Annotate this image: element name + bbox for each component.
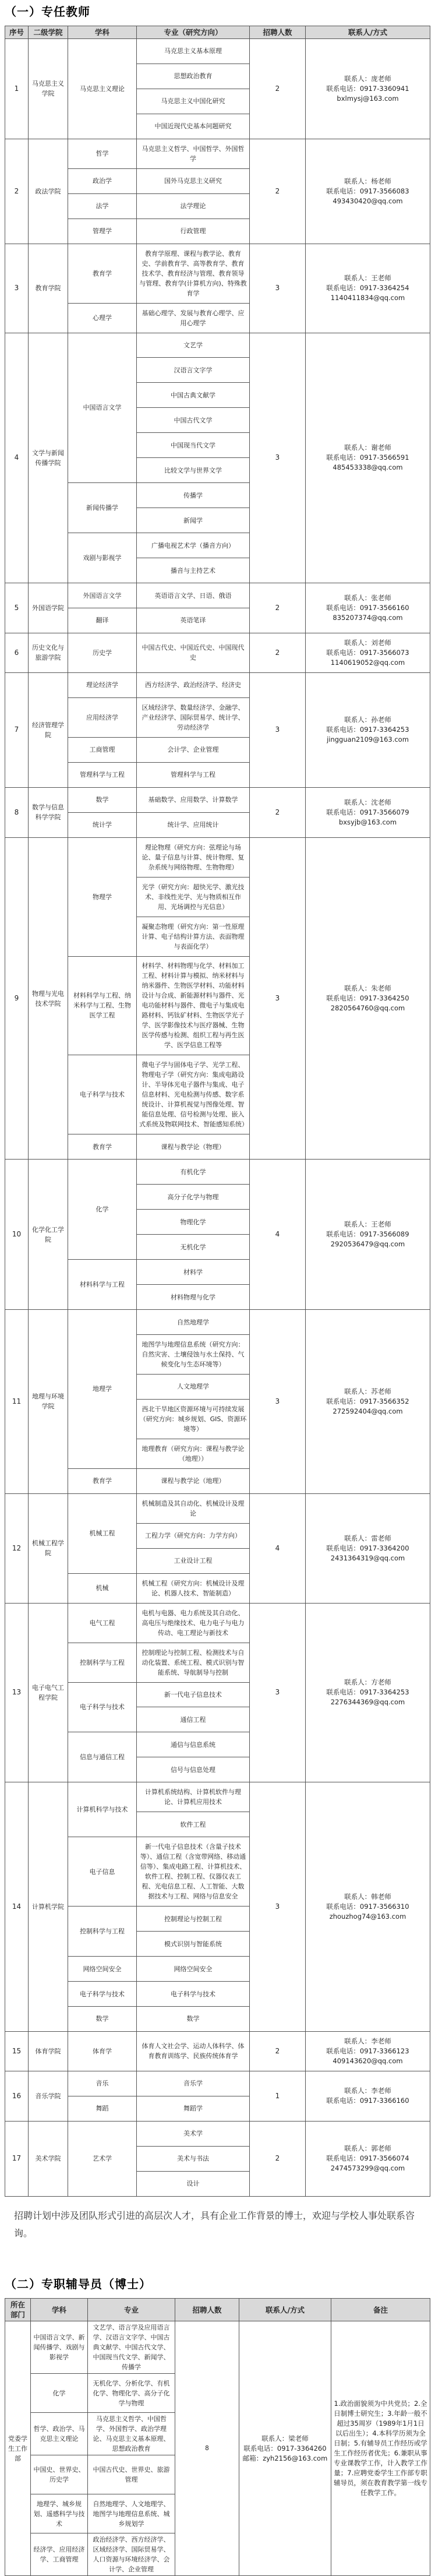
recruitment-note: 招聘计划中涉及团队形式引进的高层次人才，具有企业工作背景的博士，欢迎与学校人事处联系咨询。	[14, 2210, 415, 2239]
discipline-name: 马克思主义理论	[68, 39, 137, 139]
row-number: 13	[5, 1603, 29, 1782]
contact-line: 联系人：雷老师	[344, 1534, 391, 1542]
major-name: 马克思主义中国化研究	[137, 89, 250, 114]
discipline-name: 地理学	[68, 1310, 137, 1469]
contact-line: 联系人：方老师	[344, 1678, 391, 1687]
table-row	[5, 244, 430, 303]
discipline-name: 机械	[68, 1573, 137, 1603]
major-name: 政治经济学、西方经济学、区域经济学、国际贸易学、人口资源与环境经济学、会计学、企业管理	[88, 2533, 175, 2576]
major-name: 中国古代史、中国近代史、中国现代史	[137, 633, 250, 672]
row-number: 3	[5, 244, 29, 333]
row-number: 14	[5, 1782, 29, 2032]
contact-line: 联系电话：0917-3364253	[326, 1688, 409, 1697]
college-name: 美术学院	[29, 2121, 68, 2196]
discipline-name: 音乐	[68, 2071, 137, 2096]
major-name: 文艺学、语言学及应用语言学、汉语言文字学、中国古典文献学、中国古代文学、中国现当代文学、新闻学、传播学	[88, 2321, 175, 2374]
contact-line: 联系人：郭老师	[344, 2144, 391, 2153]
major-name: 文艺学	[137, 333, 250, 358]
discipline-name: 化学	[68, 1160, 137, 1260]
major-name: 工程力学（研究方向：力学方向）	[137, 1523, 250, 1548]
remark-text: 1.政治面貌须为中共党员；2.全日制博士研究生；3.年龄一般不超过35周岁（1989年1月1日以后出生）；4.本科学历须为全日制；5.有辅导员工作经历或学生工作经历者优先；6.兼职从事专业课教学工作，计入教学工作量；7.应聘党委学生工作部专职辅导员，须在教育教学第一线专任教学工作。	[331, 2321, 430, 2576]
major-name: 机械制造及其自动化、机械设计及理论	[137, 1493, 250, 1523]
major-name: 教育学原理、课程与教学论、教育史、学前教育学、高等教育学、教育技术学、教育经济与管理、教育领导与管理、教育学(计算机方向)、特殊教育学	[137, 244, 250, 303]
row-number: 4	[5, 333, 29, 583]
major-name: 机械工程（研究方向：机械设计及理论、机器人技术、智能制造）	[137, 1573, 250, 1603]
major-name: 新闻学	[137, 508, 250, 533]
table-row	[5, 39, 430, 64]
contact-line: 联系电话：0917-3566591	[326, 453, 409, 462]
header-college: 二级学院	[29, 26, 68, 39]
header2-count: 招聘人数	[175, 2299, 239, 2321]
header-contact: 联系人/方式	[306, 26, 430, 39]
section1-title: （一）专任教师	[5, 5, 90, 19]
contact-line: 联系人：谢老师	[344, 443, 391, 452]
major-name: 马克思主义哲学、中国哲学、外国哲学、政治学理论、马克思主义基本原理、思想政治教育	[88, 2413, 175, 2455]
major-name: 播音与主持艺术	[137, 558, 250, 583]
hire-count: 3	[250, 333, 306, 583]
row-number: 9	[5, 837, 29, 1160]
contact-line: 联系人：沈老师	[344, 798, 391, 806]
contact-line: 联系人：梁老师	[261, 2434, 309, 2443]
discipline-name: 翻译	[68, 608, 137, 633]
major-name: 地图学与地理信息系统（研究方向：自然灾害、土壤侵蚀与水土保持、气候变化与生态环境等）	[137, 1335, 250, 1375]
discipline-name: 理论经济学	[68, 672, 137, 697]
contact-line: 联系电话：0917-3366160	[326, 2096, 409, 2105]
discipline-name: 控制科学与工程	[68, 1907, 137, 1957]
major-name: 材料学	[137, 1260, 250, 1285]
contact-line: 联系人：苏老师	[344, 1387, 391, 1396]
table-row	[5, 1782, 430, 1812]
discipline-name: 电子科学与技术	[68, 1982, 137, 2007]
contact-line: 409143620@qq.com	[333, 2056, 403, 2065]
contact-line: 联系电话：0917-3364200	[326, 1544, 409, 1552]
major-name: 西方经济学、政治经济学、经济史	[137, 672, 250, 697]
major-name: 中国现当代文学	[137, 433, 250, 458]
hire-count: 2	[250, 39, 306, 139]
discipline-name: 信息与通信工程	[68, 1732, 137, 1782]
hire-count: 2	[250, 633, 306, 672]
major-name: 统计学、应用统计	[137, 812, 250, 837]
contact-line: bxsyjb@163.com	[338, 817, 397, 826]
discipline-name: 戏剧与影视学	[68, 533, 137, 583]
hire-count: 8	[175, 2321, 239, 2576]
discipline-name: 机械工程	[68, 1493, 137, 1573]
major-name: 通信工程	[137, 1707, 250, 1732]
contact-line: 联系电话：0917-3364260	[243, 2444, 327, 2452]
college-name: 体育学院	[29, 2031, 68, 2071]
major-name: 光学（研究方向：超快光学、激光技术、非线性光学、光与物质相互作用、光场调控与光信息）	[137, 877, 250, 917]
header-no: 序号	[5, 26, 29, 39]
major-name: 传播学	[137, 483, 250, 508]
contact-line: 联系电话：0917-3566160	[326, 604, 409, 612]
header-discipline: 学科	[68, 26, 137, 39]
discipline-name: 经济学、应用经济学、工商管理	[31, 2533, 88, 2576]
teacher-table-header	[5, 26, 430, 39]
contact-line: 272592404@qq.com	[333, 1407, 403, 1415]
row-number: 5	[5, 583, 29, 633]
discipline-name: 哲学	[68, 139, 137, 168]
discipline-name: 统计学	[68, 812, 137, 837]
contact-line: 联系人：孙老师	[344, 716, 391, 724]
table-row	[5, 837, 430, 877]
discipline-name: 地理学、城乡规划、遥感科学与技术	[31, 2494, 88, 2533]
major-name: 思想政治教育	[137, 64, 250, 89]
discipline-name: 数学	[68, 2007, 137, 2032]
contact-line: jingguan2109@163.com	[327, 735, 409, 744]
header2-dept: 所在部门	[5, 2299, 31, 2321]
contact-line: 493430420@qq.com	[333, 196, 403, 205]
college-name: 化学化工学院	[29, 1160, 68, 1310]
table-row	[5, 672, 430, 697]
table-row	[5, 787, 430, 812]
college-name: 计算机学院	[29, 1782, 68, 2032]
counselor-table-header	[5, 2299, 430, 2321]
discipline-name: 历史学	[68, 633, 137, 672]
discipline-name: 政治学	[68, 168, 137, 193]
major-name: 西北干旱地区资源环境与可持续发展（研究方向：城乡规划、GIS、资源环境等）	[137, 1399, 250, 1439]
table-row	[5, 1160, 430, 1185]
teacher-table	[5, 26, 430, 2197]
section2-title: （二）专职辅导员（博士）	[5, 2277, 151, 2291]
major-name: 工业设计工程	[137, 1548, 250, 1573]
hire-count: 4	[250, 1493, 306, 1603]
major-name: 软件工程	[137, 1812, 250, 1837]
header2-contact: 联系人/方式	[239, 2299, 331, 2321]
discipline-name: 法学	[68, 193, 137, 219]
major-name: 课程与教学论（地理）	[137, 1468, 250, 1493]
contact-line: 1140619052@qq.com	[330, 658, 405, 667]
contact-line: 2920536479@qq.com	[330, 1240, 405, 1249]
major-name: 音乐学	[137, 2071, 250, 2096]
college-name: 政法学院	[29, 139, 68, 244]
college-name: 数学与信息科学学院	[29, 787, 68, 837]
college-name: 文学与新闻传播学院	[29, 333, 68, 583]
table-row	[5, 633, 430, 672]
major-name: 英语语言文学、日语、俄语	[137, 583, 250, 608]
contact-line: 联系人：庞老师	[344, 74, 391, 83]
counselor-table	[5, 2298, 430, 2576]
table-row	[5, 2071, 430, 2096]
major-name: 中国古典文献学	[137, 383, 250, 408]
contact-line: 联系人：李老师	[344, 2087, 391, 2095]
major-name: 课程与教学论（物理）	[137, 1134, 250, 1160]
contact-line: 1140411834@qq.com	[330, 294, 405, 302]
discipline-name: 管理学	[68, 219, 137, 244]
major-name: 国外马克思主义研究	[137, 168, 250, 193]
major-name: 基础数学、应用数学、计算数学	[137, 787, 250, 812]
major-name: 物理化学	[137, 1210, 250, 1235]
college-name: 经济管理学院	[29, 672, 68, 787]
discipline-name: 体育学	[68, 2031, 137, 2071]
contact-line: 联系电话：0917-3566083	[326, 186, 409, 195]
major-name: 马克思主义基本原理	[137, 39, 250, 64]
discipline-name: 教育学	[68, 244, 137, 303]
hire-count: 2	[250, 583, 306, 633]
contact-line: 联系电话：0917-3566352	[326, 1397, 409, 1405]
row-number: 11	[5, 1310, 29, 1494]
hire-count: 3	[250, 1603, 306, 1782]
header2-major: 专业	[88, 2299, 175, 2321]
contact-info	[306, 2121, 430, 2196]
contact-info	[306, 787, 430, 837]
contact-line: 联系人：王老师	[344, 274, 391, 283]
contact-line: 835207374@qq.com	[333, 614, 403, 622]
discipline-name: 哲学、政治学、马克思主义理论	[31, 2413, 88, 2455]
discipline-name: 材料科学与工程、纳米科学与工程、生物医学工程	[68, 956, 137, 1055]
major-name: 电子科学与技术	[137, 1982, 250, 2007]
hire-count: 2	[250, 2121, 306, 2196]
header2-remark: 备注	[331, 2299, 430, 2321]
contact-info	[306, 244, 430, 333]
college-name: 历史文化与旅游学院	[29, 633, 68, 672]
major-name: 比较文学与世界文学	[137, 458, 250, 483]
header2-discipline: 学科	[31, 2299, 88, 2321]
major-name: 设计	[137, 2171, 250, 2196]
table-row	[5, 139, 430, 168]
contact-line: 联系人：张老师	[344, 594, 391, 602]
major-name: 理论物理（研究方向：弦理论与场论、量子信息与计算、统计物理、复杂系统与网络物理、生物物理）	[137, 837, 250, 877]
hire-count: 3	[250, 244, 306, 333]
contact-line: 联系电话：0917-3360941	[326, 84, 409, 93]
college-name: 音乐学院	[29, 2071, 68, 2121]
discipline-name: 网络空间安全	[68, 1957, 137, 1982]
major-name: 微电子学与固体电子学、光学工程、物理电子学（研究方向：集成电路设计、半导体光电子器件与集成、电子信息材料、光电检测与传感、数字系统设计、计算机视觉与图像处理、智能信息处理、信号检测与处理、嵌入式系统及物联网技术、智能感知系统）	[137, 1055, 250, 1134]
discipline-name: 材料科学与工程	[68, 1260, 137, 1310]
contact-info	[306, 583, 430, 633]
major-name: 体育人文社会学、运动人体科学、体育教育训练学、民族传统体育学	[137, 2031, 250, 2071]
major-name: 控制理论与控制工程	[137, 1907, 250, 1932]
major-name: 网络空间安全	[137, 1957, 250, 1982]
contact-line: 联系人：韩老师	[344, 1893, 391, 1901]
contact-line: 2431364319@qq.com	[330, 1553, 405, 1562]
table-row	[5, 2031, 430, 2071]
major-name: 模式识别与智能系统	[137, 1932, 250, 1957]
row-number: 15	[5, 2031, 29, 2071]
row-number: 2	[5, 139, 29, 244]
hire-count: 3	[250, 1782, 306, 2032]
contact-line: 2474573299@qq.com	[330, 2164, 405, 2173]
college-name: 地理与环境学院	[29, 1310, 68, 1494]
major-name: 电机与电器、电力系统及其自动化、高电压与绝缘技术、电力电子与电力传动、电工理论与新技术	[137, 1603, 250, 1643]
major-name: 人文地理学	[137, 1374, 250, 1399]
hire-count: 3	[250, 672, 306, 787]
contact-info	[306, 2031, 430, 2071]
discipline-name: 中国史、世界史、历史学	[31, 2455, 88, 2494]
contact-line: 联系人：杨老师	[344, 177, 391, 185]
table-row	[5, 1603, 430, 1643]
contact-line: 联系电话：0917-3566310	[326, 1902, 409, 1911]
discipline-name: 舞蹈	[68, 2096, 137, 2121]
major-name: 广播电视艺术学（播音方向）	[137, 533, 250, 558]
contact-info	[306, 139, 430, 244]
major-name: 自然地理学、人文地理学、地图学与地理信息系统、城乡规划学	[88, 2494, 175, 2533]
major-name: 信号与信息处理	[137, 1757, 250, 1782]
discipline-name: 艺术学	[68, 2121, 137, 2196]
discipline-name: 电子科学与技术	[68, 1055, 137, 1134]
college-name: 物理与光电技术学院	[29, 837, 68, 1160]
college-name: 外国语学院	[29, 583, 68, 633]
table-row	[5, 2121, 430, 2146]
contact-line: 联系人：王老师	[344, 1220, 391, 1229]
major-name: 新一代电子信息技术（含量子技术等）、通信工程（含宽带网络、移动通信等）、集成电路工程、计算机技术、软件工程、控制工程、仪器仪表工程、光电信息工程、人工智能、大数据技术与工程、网络与信息安全	[137, 1837, 250, 1907]
major-name: 自然地理学	[137, 1310, 250, 1335]
major-name: 控制理论与控制工程、检测技术与自动化装置、系统工程、模式识别与智能系统、导航制导与控制	[137, 1643, 250, 1682]
contact-line: 联系电话：0917-3566074	[326, 2154, 409, 2163]
major-name: 计算机系统结构、计算机软件与理论、计算机应用技术	[137, 1782, 250, 1812]
row-number: 6	[5, 633, 29, 672]
major-name: 中国古代文学	[137, 408, 250, 433]
major-name: 凝聚态物理（研究方向：第一性原理计算、电子结构计算方法、表面物理与表面化学）	[137, 917, 250, 956]
major-name: 基础心理学、发展与教育心理学、应用心理学	[137, 303, 250, 333]
contact-line: 联系电话：0917-3566079	[326, 808, 409, 816]
discipline-name: 数学	[68, 787, 137, 812]
row-number: 16	[5, 2071, 29, 2121]
major-name: 新一代电子信息技术	[137, 1682, 250, 1707]
hire-count: 3	[250, 1310, 306, 1494]
discipline-name: 心理学	[68, 303, 137, 333]
major-name: 区域经济学、数量经济学、金融学、产业经济学、国际贸易学、统计学、劳动经济学	[137, 697, 250, 737]
major-name: 有机化学	[137, 1160, 250, 1185]
row-number: 7	[5, 672, 29, 787]
contact-line: 邮箱：zyh2156@163.com	[242, 2454, 328, 2462]
contact-line: 485453338@qq.com	[333, 463, 403, 472]
contact-info	[306, 1310, 430, 1494]
table-row	[5, 583, 430, 608]
table-row	[5, 2321, 430, 2374]
contact-info	[306, 333, 430, 583]
contact-info	[306, 1603, 430, 1782]
discipline-name: 新闻传播学	[68, 483, 137, 533]
discipline-name: 工商管理	[68, 737, 137, 762]
contact-info	[306, 1160, 430, 1310]
row-number: 1	[5, 39, 29, 139]
major-name: 无机化学	[137, 1235, 250, 1260]
discipline-name: 物理学	[68, 837, 137, 956]
major-name: 美术与书法	[137, 2146, 250, 2171]
major-name: 行政管理	[137, 219, 250, 244]
hire-count: 2	[250, 2031, 306, 2071]
discipline-name: 外国语言文学	[68, 583, 137, 608]
discipline-name: 电子科学与技术	[68, 1682, 137, 1732]
major-name: 会计学、企业管理	[137, 737, 250, 762]
contact-info	[239, 2321, 331, 2576]
contact-info	[306, 39, 430, 139]
major-name: 管理科学与工程	[137, 762, 250, 787]
contact-line: 联系人：李老师	[344, 2036, 391, 2045]
discipline-name: 控制科学与工程	[68, 1643, 137, 1682]
major-name: 通信与信息系统	[137, 1732, 250, 1757]
major-name: 数学	[137, 2007, 250, 2032]
major-name: 舞蹈学	[137, 2096, 250, 2121]
discipline-name: 计算机科学与技术	[68, 1782, 137, 1837]
major-name: 材料物理与化学	[137, 1285, 250, 1310]
table-row	[5, 1310, 430, 1335]
hire-count: 1	[250, 2071, 306, 2121]
major-name: 法学理论	[137, 193, 250, 219]
contact-line: 联系人：朱老师	[344, 984, 391, 992]
row-number: 8	[5, 787, 29, 837]
major-name: 高分子化学与物理	[137, 1185, 250, 1210]
contact-info	[306, 1782, 430, 2032]
discipline-name: 教育学	[68, 1468, 137, 1493]
header-count: 招聘人数	[250, 26, 306, 39]
college-name: 电子电气工程学院	[29, 1603, 68, 1782]
row-number: 17	[5, 2121, 29, 2196]
contact-line: zhouzhog74@163.com	[329, 1912, 406, 1921]
discipline-name: 中国语言文学	[68, 333, 137, 483]
major-name: 中国近现代史基本问题研究	[137, 114, 250, 139]
college-name: 教育学院	[29, 244, 68, 333]
major-name: 汉语言文字学	[137, 358, 250, 383]
table-row	[5, 1493, 430, 1523]
discipline-name: 管理科学与工程	[68, 762, 137, 787]
major-name: 地理教育（研究方向：课程与教学论（地理））	[137, 1439, 250, 1468]
contact-line: 2820564760@qq.com	[330, 1004, 405, 1012]
contact-info	[306, 2071, 430, 2121]
contact-info	[306, 672, 430, 787]
discipline-name: 教育学	[68, 1134, 137, 1160]
contact-info	[306, 837, 430, 1160]
table-row	[5, 333, 430, 358]
contact-line: 联系电话：0917-3566073	[326, 648, 409, 657]
contact-line: 联系人：刘老师	[344, 638, 391, 647]
header-major: 专业（研究方向）	[137, 26, 250, 39]
college-name: 机械工程学院	[29, 1493, 68, 1603]
department-name: 党委学生工作部	[5, 2321, 31, 2576]
row-number: 10	[5, 1160, 29, 1310]
contact-line: 联系电话：0917-3364253	[326, 725, 409, 734]
hire-count: 2	[250, 139, 306, 244]
discipline-name: 电气工程	[68, 1603, 137, 1643]
contact-line: bxlmysj@163.com	[337, 94, 399, 103]
contact-line: 联系电话：0917-3566089	[326, 1230, 409, 1239]
row-number: 12	[5, 1493, 29, 1603]
discipline-name: 化学	[31, 2374, 88, 2413]
hire-count: 2	[250, 787, 306, 837]
hire-count: 3	[250, 837, 306, 1160]
contact-line: 联系电话：0917-3364254	[326, 284, 409, 293]
discipline-name: 应用经济学	[68, 697, 137, 737]
discipline-name: 电子信息	[68, 1837, 137, 1907]
college-name: 马克思主义学院	[29, 39, 68, 139]
major-name: 无机化学、分析化学、有机化学、物理化学、高分子化学与物理	[88, 2374, 175, 2413]
major-name: 材料学、材料物理与化学、材料加工工程、材料计算与模拟、纳米材料与纳米器件、生物医学材料、功能材料设计与合成、新能源材料与器件、光电功能材料与器件、微电子与集成电路材料、钙钛矿材料、生物医学光子学、医学影像技术与医疗器械、生物医学传感与检测、组织工程与再生医学、医学信息工程等	[137, 956, 250, 1055]
major-name: 马克思主义哲学、中国哲学、外国哲学	[137, 139, 250, 168]
hire-count: 4	[250, 1160, 306, 1310]
contact-info	[306, 633, 430, 672]
contact-line: 联系电话：0917-3366123	[326, 2046, 409, 2055]
contact-line: 联系电话：0917-3364250	[326, 994, 409, 1002]
discipline-name: 中国语言文学、新闻传播学、戏剧与影视学	[31, 2321, 88, 2374]
contact-line: 2276344369@qq.com	[330, 1698, 405, 1707]
major-name: 英语笔译	[137, 608, 250, 633]
major-name: 中国古代史、世界史、旅游管理	[88, 2455, 175, 2494]
major-name: 美术学	[137, 2121, 250, 2146]
contact-info	[306, 1493, 430, 1603]
